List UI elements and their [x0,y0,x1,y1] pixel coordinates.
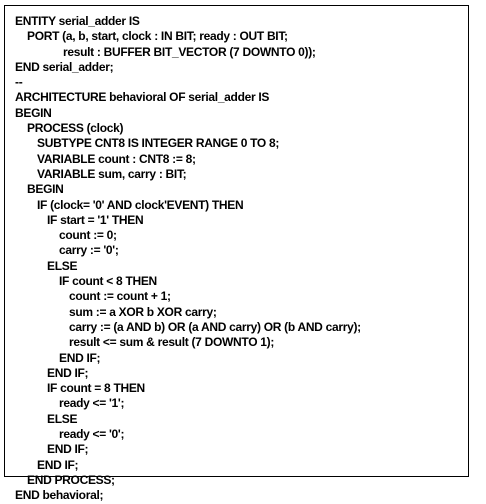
code-line: END IF; [37,457,79,472]
code-line: sum := a XOR b XOR carry; [69,304,217,319]
code-line: ready <= '1'; [59,396,125,411]
code-line: ELSE [47,411,78,426]
code-line: IF (clock= '0' AND clock'EVENT) THEN [37,197,244,212]
code-line: PROCESS (clock) [27,121,124,136]
code-line: ENTITY serial_adder IS [15,14,140,28]
vhdl-code-listing [15,14,361,504]
code-line: SUBTYPE CNT8 IS INTEGER RANGE 0 TO 8; [37,136,280,151]
code-line: ARCHITECTURE behavioral OF serial_adder IS [15,90,270,105]
code-line: VARIABLE count : CNT8 := 8; [37,151,196,166]
code-line: count := count + 1; [69,289,171,304]
code-line: IF count = 8 THEN [47,381,145,396]
code-line: -- [15,75,23,90]
code-line: END IF; [59,350,101,365]
code-line: END behavioral; [15,488,104,503]
code-line: result : BUFFER BIT_VECTOR (7 DOWNTO 0)); [63,44,316,59]
code-line: IF start = '1' THEN [47,212,144,227]
code-line: result <= sum & result (7 DOWNTO 1); [69,335,275,350]
code-line: END IF; [47,442,89,457]
code-listing-box [4,5,469,503]
code-line: IF count < 8 THEN [59,274,157,289]
code-line: carry := (a AND b) OR (a AND carry) OR (b AND carry); [69,319,361,334]
code-line: END serial_adder; [15,59,114,74]
code-line: VARIABLE sum, carry : BIT; [37,166,187,181]
code-line: BEGIN [27,182,64,197]
code-line: END PROCESS; [27,472,115,487]
code-line: ELSE [47,258,78,273]
code-line: count := 0; [59,228,117,243]
code-line: PORT (a, b, start, clock : IN BIT; ready : OUT BIT; [27,29,288,44]
code-line: ready <= '0'; [59,427,125,442]
code-line: carry := '0'; [59,243,119,258]
code-line: END IF; [47,365,89,380]
code-line: BEGIN [15,105,52,120]
